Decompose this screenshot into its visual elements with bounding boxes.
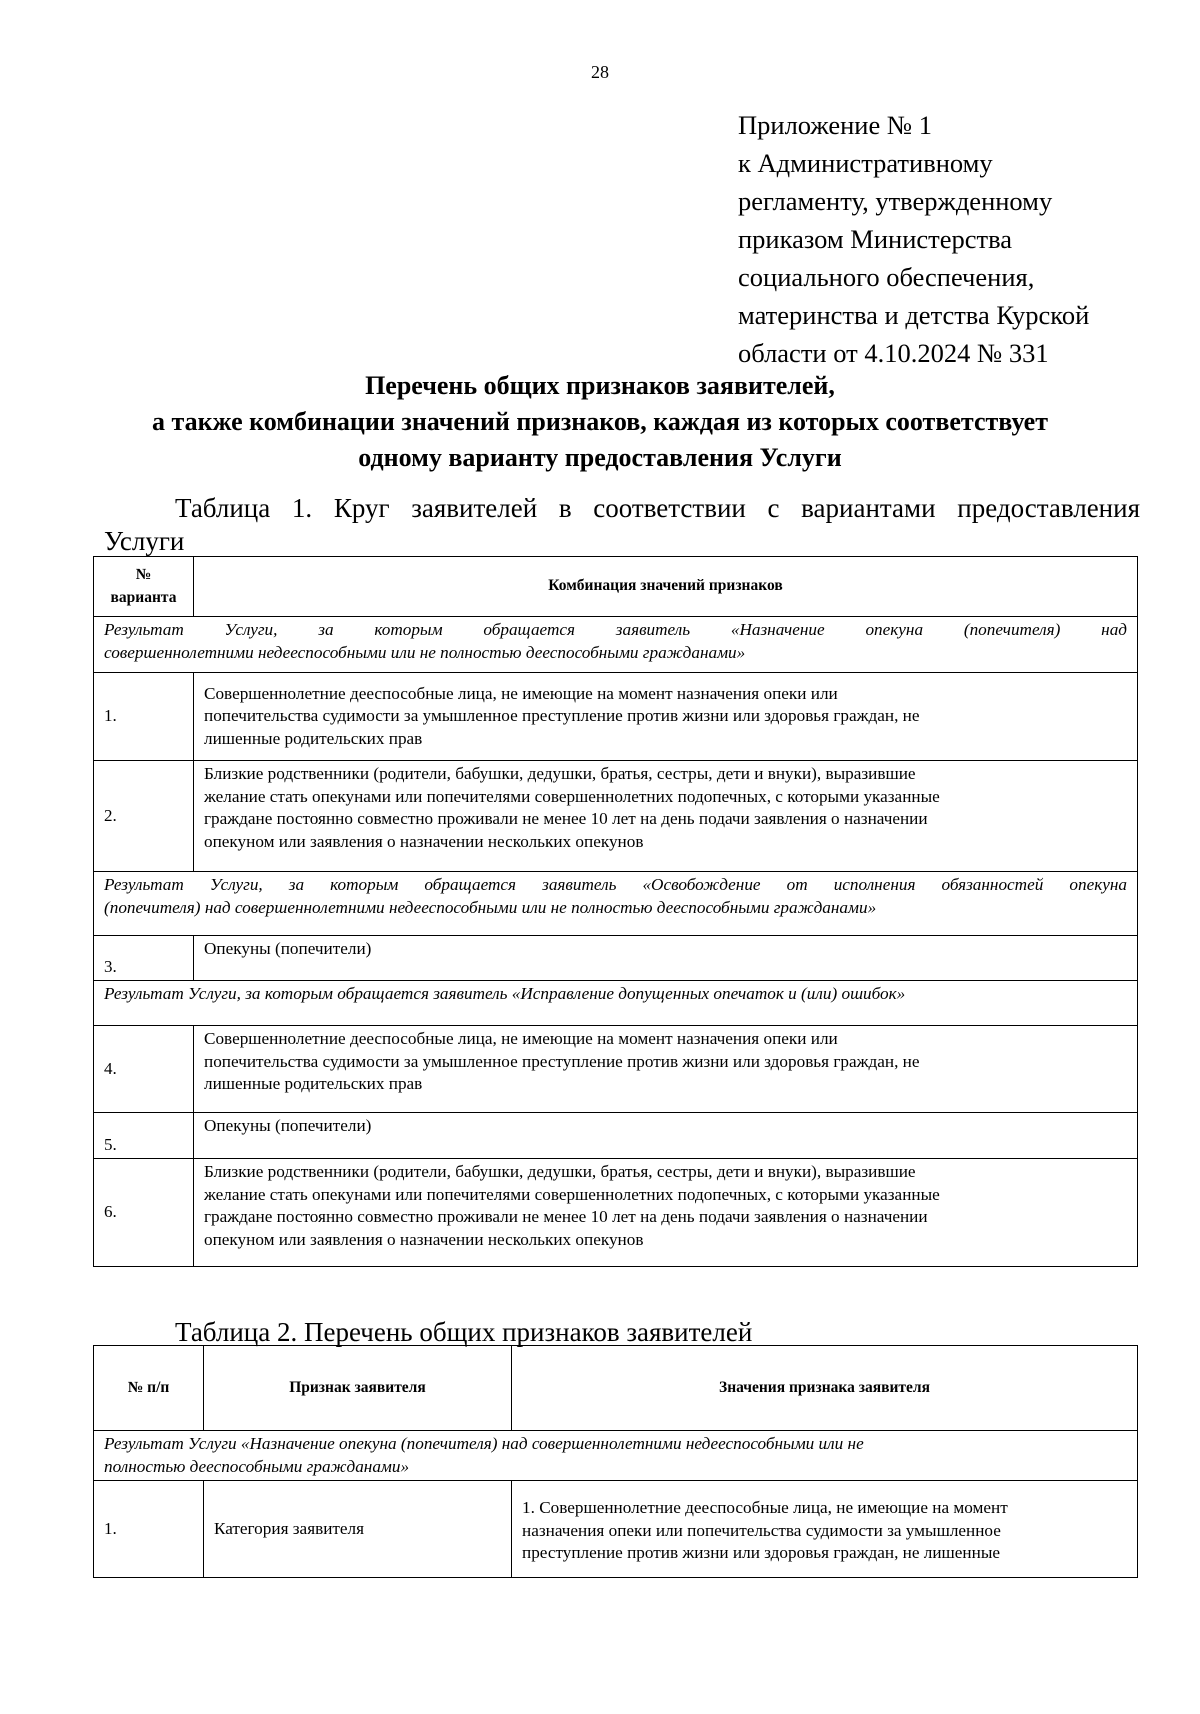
variant-description xyxy=(194,1113,1138,1159)
table2-caption: Таблица 2. Перечень общих признаков заявителей xyxy=(175,1317,753,1347)
appendix-line: Приложение № 1 xyxy=(738,110,933,140)
description-line: попечительства судимости за умышленное преступление против жизни или здоровья граждан, не xyxy=(204,1051,920,1071)
description-line: желание стать опекунами или попечителями совершеннолетних подопечных, с которыми указанные xyxy=(204,1184,940,1204)
section-row xyxy=(94,872,1138,936)
appendix-note xyxy=(738,106,1089,372)
table-row xyxy=(94,1113,1138,1159)
appendix-line: регламенту, утвержденному xyxy=(738,186,1053,216)
description-line: опекуном или заявления о назначении нескольких опекунов xyxy=(204,831,644,851)
header-text: варианта xyxy=(110,588,177,606)
appendix-line: приказом Министерства xyxy=(738,224,1013,254)
header-combination: Комбинация значений признаков xyxy=(194,557,1138,617)
header-feature-values: Значения признака заявителя xyxy=(512,1346,1138,1431)
variant-description xyxy=(194,761,1138,872)
header-variant-number xyxy=(94,557,194,617)
table-header-row xyxy=(94,557,1138,617)
description-line: граждане постоянно совместно проживали не менее 10 лет на день подачи заявления о назначении xyxy=(204,1207,928,1226)
header-item-number: № п/п xyxy=(94,1346,204,1431)
description-line: лишенные родительских прав xyxy=(204,728,423,748)
section-title-line: Результат Услуги, за которым обращается заявитель «Освобождение от исполнения обязанностей опекуна xyxy=(104,875,1127,894)
header-text: № xyxy=(135,566,152,583)
value-line: преступление против жизни или здоровья граждан, не лишенные xyxy=(522,1543,1000,1562)
value-line: назначения опеки или попечительства судимости за умышленное xyxy=(522,1520,1001,1540)
description-line: опекуном или заявления о назначении нескольких опекунов xyxy=(204,1229,644,1249)
section-row xyxy=(94,981,1138,1026)
description-line: желание стать опекунами или попечителями совершеннолетних подопечных, с которыми указанные xyxy=(204,786,940,806)
appendix-line: социального обеспечения, xyxy=(738,262,1035,292)
description-line: лишенные родительских прав xyxy=(204,1074,423,1093)
description-line: Опекуны (попечители) xyxy=(204,939,372,958)
table-row xyxy=(94,1159,1138,1267)
variant-number: 6. xyxy=(94,1159,194,1267)
document-title xyxy=(60,368,1140,476)
variant-number: 4. xyxy=(94,1026,194,1113)
result-section-title xyxy=(94,1431,1138,1481)
table1-caption-continued: Услуги xyxy=(104,526,185,556)
table1-caption: Таблица 1. Круг заявителей в соответствии с вариантами предоставления xyxy=(175,493,1140,523)
item-number: 1. xyxy=(94,1481,204,1578)
table-header-row xyxy=(94,1346,1138,1431)
result-section-title xyxy=(94,981,1138,1026)
variant-number: 5. xyxy=(94,1113,194,1159)
section-title-line: Результат Услуги, за которым обращается заявитель «Исправление допущенных опечаток и (или) ошибок» xyxy=(104,984,906,1003)
table-row xyxy=(94,673,1138,761)
feature-values xyxy=(512,1481,1138,1578)
description-line: граждане постоянно совместно проживали не менее 10 лет на день подачи заявления о назначении xyxy=(204,809,928,828)
description-line: Опекуны (попечители) xyxy=(204,1116,372,1135)
section-row xyxy=(94,1431,1138,1481)
title-line: Перечень общих признаков заявителей, xyxy=(365,371,835,400)
result-section-title xyxy=(94,872,1138,936)
section-title-line: Результат Услуги, за которым обращается заявитель «Назначение опекуна (попечителя) над xyxy=(104,620,1127,639)
appendix-line: к Административному xyxy=(738,148,993,178)
variant-description xyxy=(194,673,1138,761)
title-line: а также комбинации значений признаков, каждая из которых соответствует xyxy=(152,407,1048,436)
appendix-line: области от 4.10.2024 № 331 xyxy=(738,338,1049,368)
appendix-line: материнства и детства Курской xyxy=(738,300,1090,330)
variant-description xyxy=(194,936,1138,981)
description-line: Совершеннолетние дееспособные лица, не имеющие на момент назначения опеки или xyxy=(204,1029,838,1048)
general-features-table xyxy=(93,1345,1138,1578)
applicant-feature: Категория заявителя xyxy=(204,1481,512,1578)
section-title-line: полностью дееспособными гражданами» xyxy=(104,1456,410,1476)
description-line: Совершеннолетние дееспособные лица, не имеющие на момент назначения опеки или xyxy=(204,683,838,703)
description-line: Близкие родственники (родители, бабушки, дедушки, братья, сестры, дети и внуки), выразившие xyxy=(204,764,916,783)
section-title-line: совершеннолетними недееспособными или не полностью дееспособными гражданами» xyxy=(104,642,746,662)
section-title-line: Результат Услуги «Назначение опекуна (попечителя) над совершеннолетними недееспособными или не xyxy=(104,1434,864,1453)
description-line: попечительства судимости за умышленное преступление против жизни или здоровья граждан, не xyxy=(204,706,920,726)
header-applicant-feature: Признак заявителя xyxy=(204,1346,512,1431)
result-section-title xyxy=(94,617,1138,673)
title-line: одному варианту предоставления Услуги xyxy=(358,443,842,472)
table-row xyxy=(94,761,1138,872)
table-row xyxy=(94,1026,1138,1113)
table-row xyxy=(94,1481,1138,1578)
table-row xyxy=(94,936,1138,981)
variant-description xyxy=(194,1159,1138,1267)
description-line: Близкие родственники (родители, бабушки, дедушки, братья, сестры, дети и внуки), выразившие xyxy=(204,1162,916,1181)
section-row xyxy=(94,617,1138,673)
section-title-line: (попечителя) над совершеннолетними недееспособными или не полностью дееспособными гражданами» xyxy=(104,897,877,917)
variant-number: 1. xyxy=(94,673,194,761)
applicant-circle-table xyxy=(93,556,1138,1267)
variant-number: 2. xyxy=(94,761,194,872)
page-number: 28 xyxy=(591,62,609,82)
value-line: 1. Совершеннолетние дееспособные лица, не имеющие на момент xyxy=(522,1498,1008,1517)
variant-number: 3. xyxy=(94,936,194,981)
variant-description xyxy=(194,1026,1138,1113)
